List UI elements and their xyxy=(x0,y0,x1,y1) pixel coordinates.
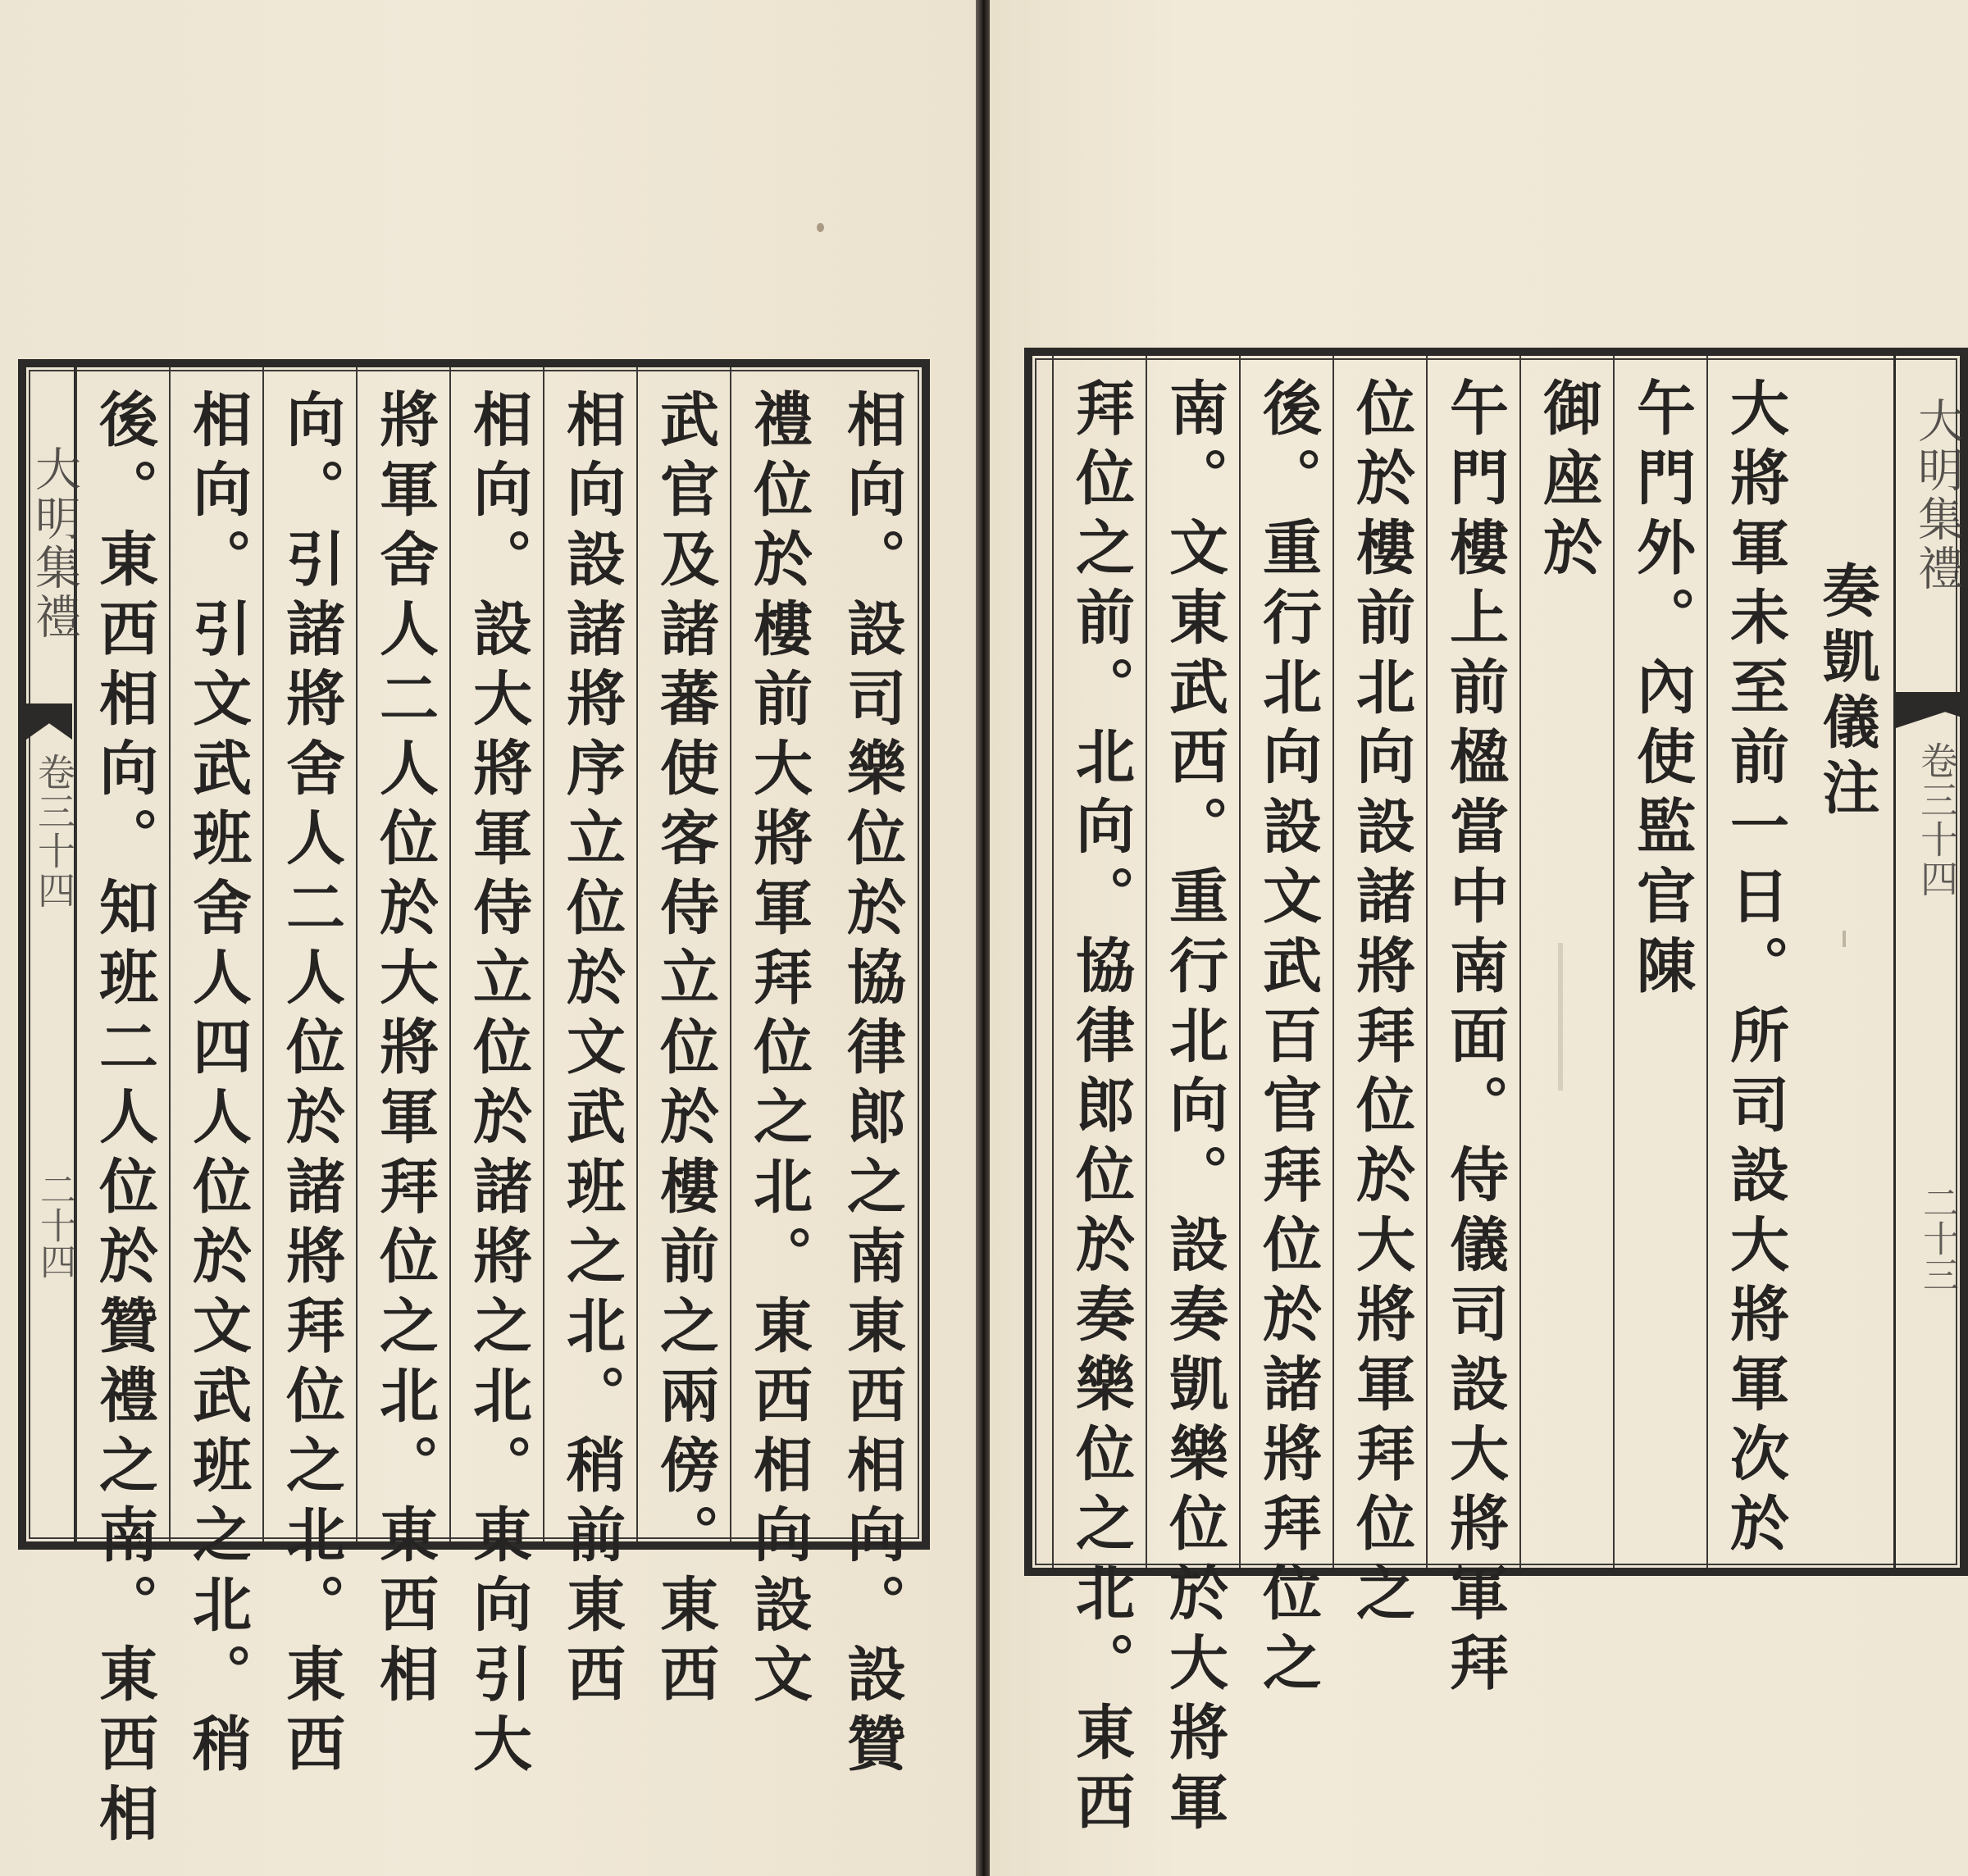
right-column xyxy=(1706,356,1802,1568)
column-text: 大將軍未至前一日。所司設大將軍次於 xyxy=(1720,377,1790,1562)
foxing-spot xyxy=(817,223,824,232)
right-fishtail xyxy=(1896,692,1968,728)
right-banxin-book-title: 大明集禮 xyxy=(1911,397,1964,594)
show-through-mark xyxy=(1843,931,1846,947)
column-text: 武官及諸蕃使客侍立位於樓前之兩傍。東西 xyxy=(650,389,720,1713)
column-text: 相向。設司樂位於協律郎之南東西相向。設贊 xyxy=(837,389,907,1783)
right-title-column xyxy=(1800,356,1893,1568)
column-text: 向。引諸將舍人二人位於諸將拜位之北。東西 xyxy=(276,389,346,1783)
left-column xyxy=(449,367,544,1783)
left-column xyxy=(262,367,358,1783)
left-banxin-book-title: 大明集禮 xyxy=(28,445,81,642)
right-column xyxy=(1052,356,1147,1841)
left-column xyxy=(356,367,451,1713)
column-text: 禮位於樓前大將軍拜位之北。東西相向設文 xyxy=(744,389,813,1713)
column-text: 南。文東武西。重行北向。設奏凱樂位於大將軍 xyxy=(1159,377,1229,1841)
right-text-frame xyxy=(1024,348,1968,1841)
left-column xyxy=(730,367,825,1713)
left-banxin-folio: 二十四 xyxy=(34,1171,75,1279)
left-column xyxy=(169,367,264,1783)
section-title: 奏凱儀注 xyxy=(1813,561,1881,823)
right-banxin-juan: 卷三十四 xyxy=(1915,741,1959,899)
show-through-mark xyxy=(1558,943,1563,1091)
left-column-grid xyxy=(75,367,922,1852)
column-text: 御座於 xyxy=(1533,377,1603,586)
column-text: 相向設諸將序立位於文武班之北。稍前東西 xyxy=(557,389,626,1713)
column-text: 拜位之前。北向。協律郎位於奏樂位之北。東西 xyxy=(1066,377,1136,1841)
left-page xyxy=(0,0,976,1876)
left-column xyxy=(75,367,171,1852)
column-text: 將軍舍人二人位於大將軍拜位之北。東西相 xyxy=(370,389,440,1713)
right-column xyxy=(1332,356,1428,1632)
column-text: 相向。設大將軍侍立位於諸將之北。東向引大 xyxy=(463,389,533,1783)
right-banxin-strip xyxy=(1893,356,1968,1568)
column-text: 後。東西相向。知班二人位於贊禮之南。東西相 xyxy=(89,389,159,1852)
column-text: 午門樓上前楹當中南面。侍儀司設大將軍拜 xyxy=(1440,377,1510,1701)
left-banxin-strip xyxy=(26,367,81,1541)
right-banxin-folio: 二十三 xyxy=(1916,1184,1958,1292)
right-column xyxy=(1519,356,1615,1568)
right-column xyxy=(1613,356,1708,1568)
column-text: 相向。引文武班舍人四人位於文武班之北。稍 xyxy=(183,389,253,1783)
left-banxin-juan: 卷三十四 xyxy=(32,753,76,910)
right-page xyxy=(990,0,1968,1876)
column-text: 後。重行北向設文武百官拜位於諸將拜位之 xyxy=(1253,377,1323,1701)
right-column xyxy=(1426,356,1521,1701)
right-column-grid xyxy=(1032,356,1893,1841)
right-column xyxy=(1146,356,1241,1841)
left-column xyxy=(543,367,638,1713)
left-fishtail xyxy=(26,704,72,740)
column-text: 午門外。內使監官陳 xyxy=(1627,377,1697,1004)
book-gutter xyxy=(976,0,990,1876)
left-column xyxy=(636,367,731,1713)
left-column xyxy=(823,367,920,1783)
right-column xyxy=(1239,356,1334,1701)
column-text: 位於樓前北向設諸將拜位於大將軍拜位之 xyxy=(1346,377,1416,1632)
left-text-frame xyxy=(18,359,930,1852)
